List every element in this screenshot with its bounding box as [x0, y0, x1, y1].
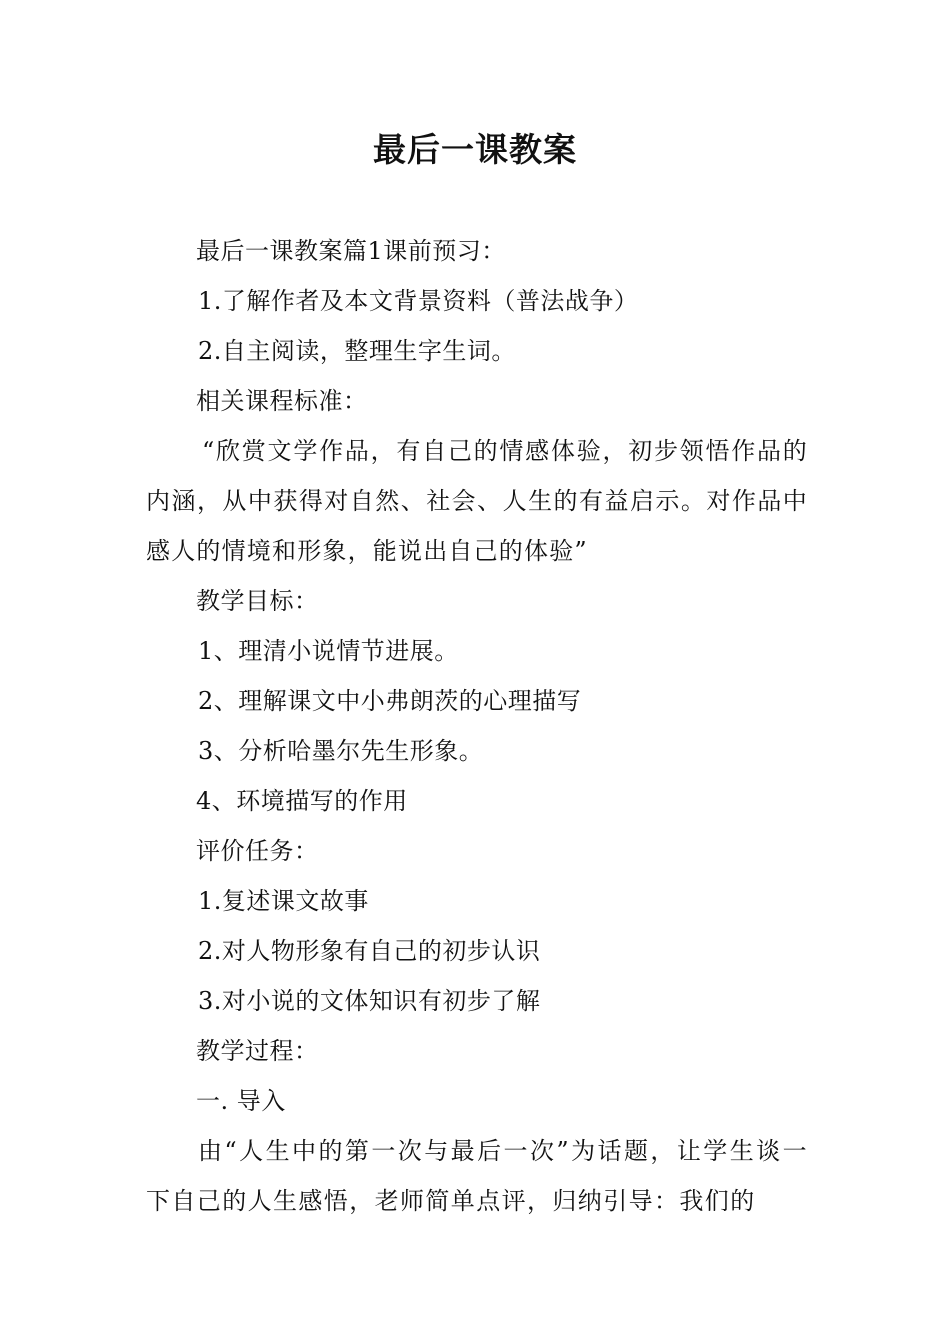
intro-paragraph: 由“人生中的第一次与最后一次”为话题，让学生谈一下自己的人生感悟，老师简单点评，归纳引导：我们的	[146, 1137, 808, 1215]
evaluation-tasks-heading: 评价任务：	[196, 837, 319, 865]
preview-heading: 最后一课教案篇1课前预习：	[196, 237, 506, 265]
evaluation-task-2: 2.对人物形象有自己的初步认识	[198, 937, 541, 965]
curriculum-standard-quote: “欣赏文学作品，有自己的情感体验，初步领悟作品的内涵，从中获得对自然、社会、人生的有益启示。对作品中感人的情境和形象，能说出自己的体验”	[146, 437, 808, 565]
document-body	[146, 226, 808, 1226]
teaching-goals-heading: 教学目标：	[196, 587, 319, 615]
curriculum-standard-heading: 相关课程标准：	[196, 387, 368, 415]
evaluation-task-1: 1.复述课文故事	[198, 887, 369, 915]
teaching-goal-2: 2、理解课文中小弗朗茨的心理描写	[198, 687, 582, 715]
teaching-goal-4: 4、环境描写的作用	[196, 787, 408, 815]
evaluation-task-3: 3.对小说的文体知识有初步了解	[198, 987, 541, 1015]
preview-item-2: 2.自主阅读，整理生字生词。	[198, 337, 516, 365]
teaching-goal-3: 3、分析哈墨尔先生形象。	[198, 737, 484, 765]
intro-section-heading: 一. 导入	[196, 1087, 286, 1115]
teaching-process-heading: 教学过程：	[196, 1037, 319, 1065]
preview-item-1: 1.了解作者及本文背景资料（普法战争）	[198, 287, 639, 315]
document-title: 最后一课教案	[373, 130, 577, 169]
teaching-goal-1: 1、理清小说情节进展。	[198, 637, 459, 665]
